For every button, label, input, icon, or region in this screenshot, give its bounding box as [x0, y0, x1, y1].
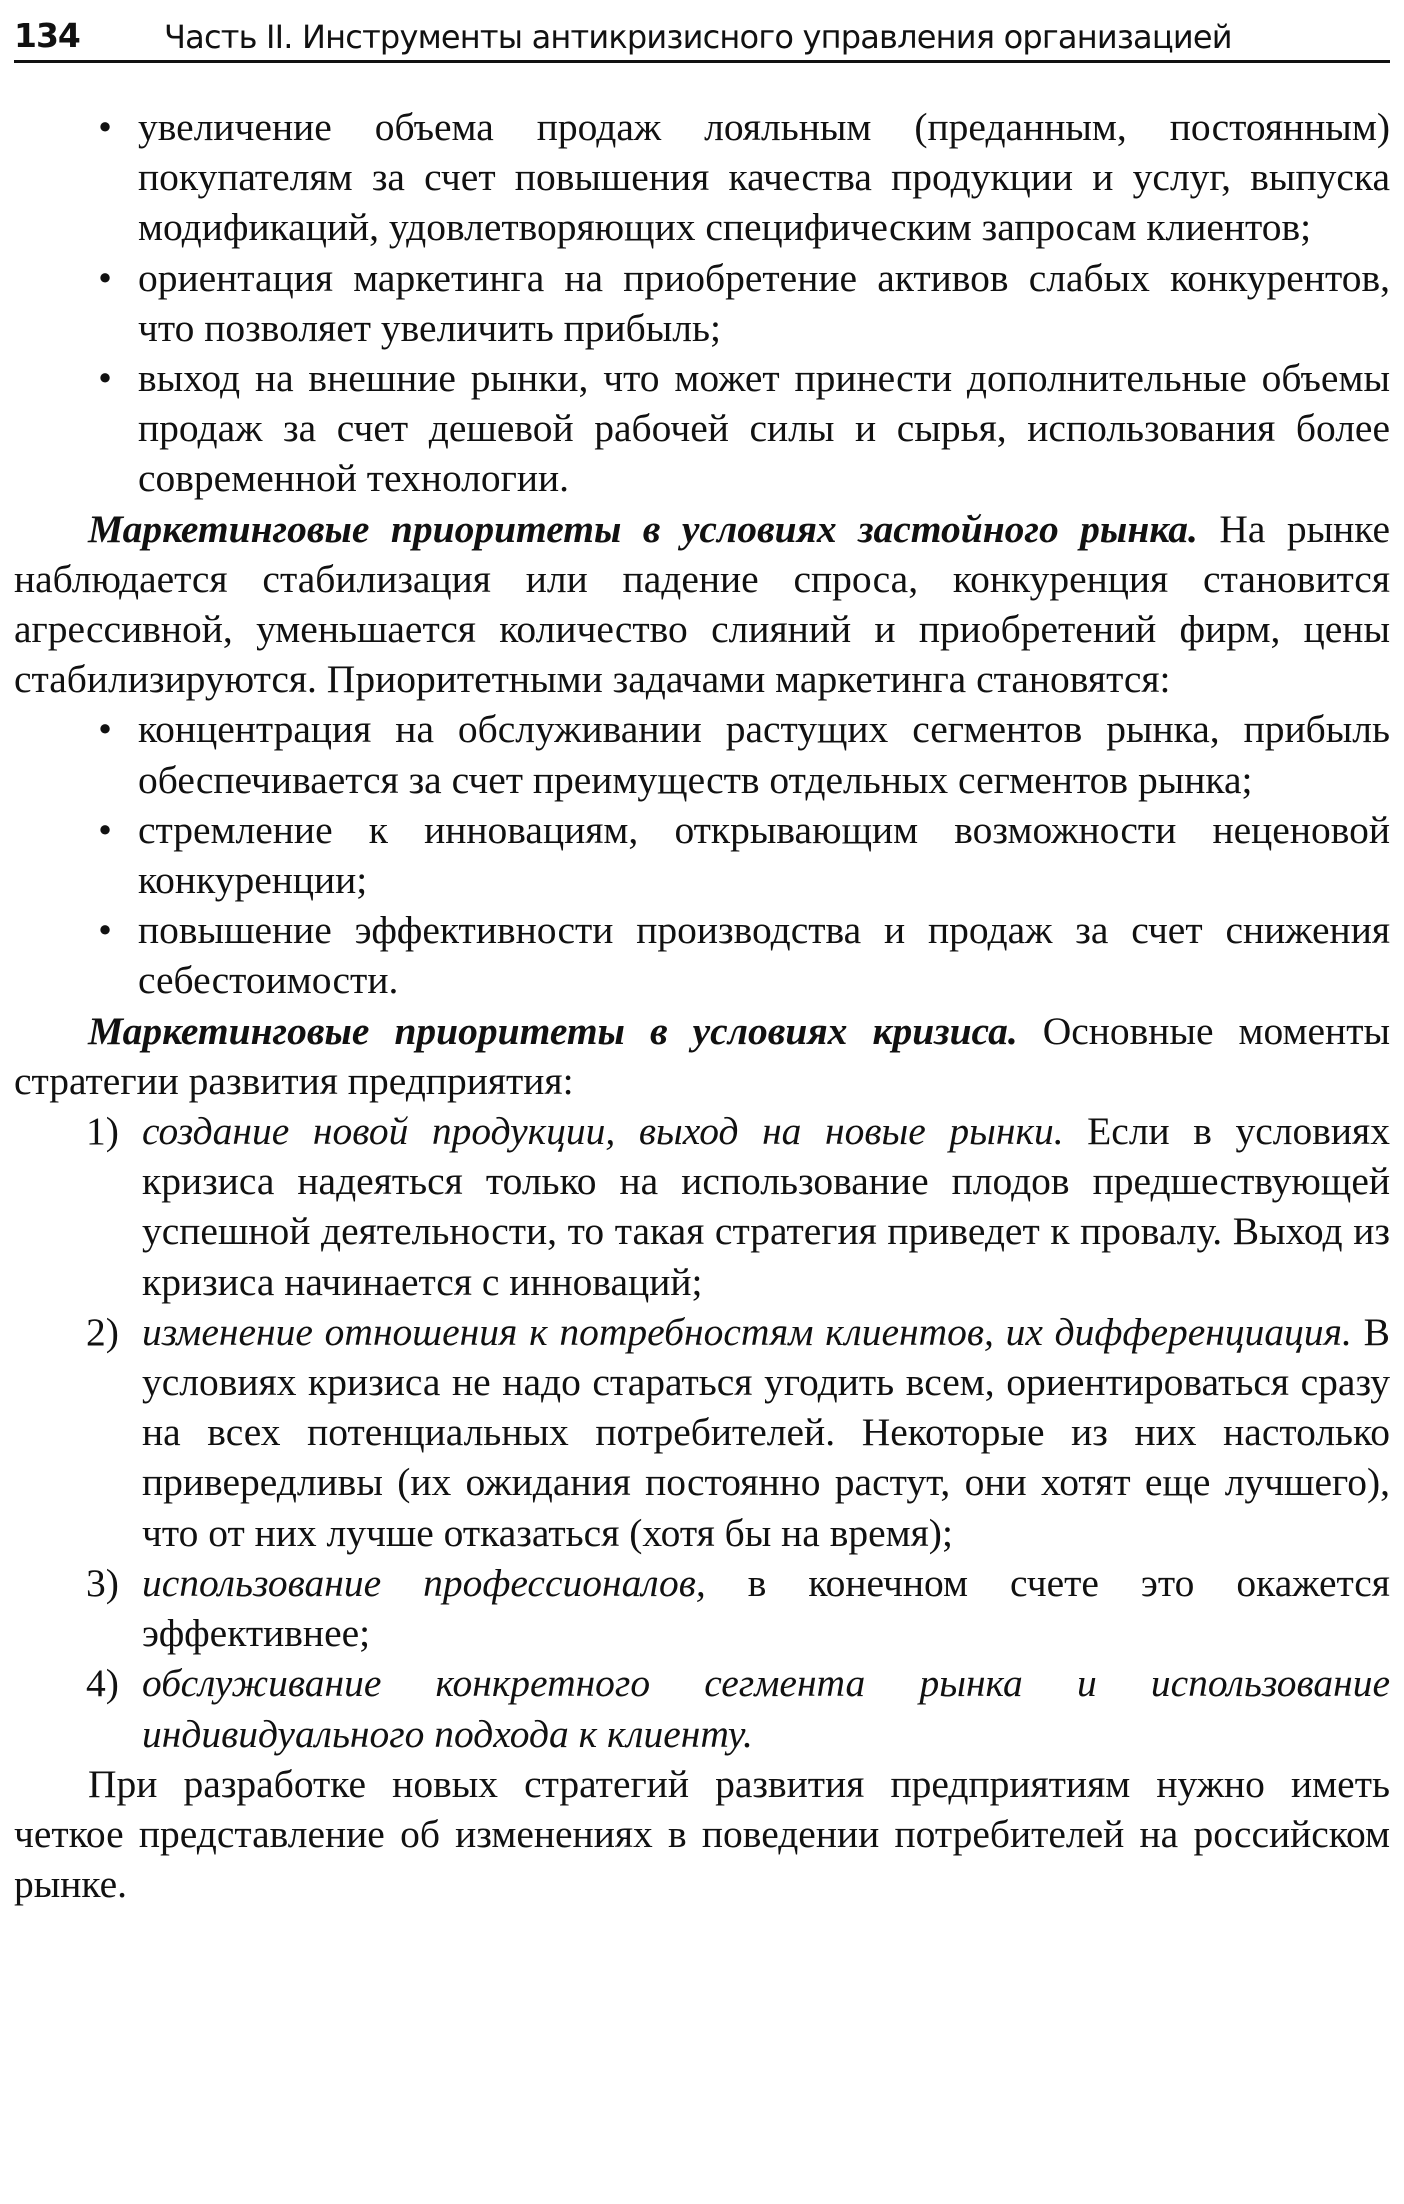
- list-item: • концентрация на обслуживании растущих сегментов рынка, прибыль обеспечивается за счет преимуществ отдельных сегментов рынка;: [14, 704, 1390, 804]
- bullet-icon: •: [98, 105, 112, 149]
- paragraph-crisis: Маркетинговые приоритеты в условиях кризиса. Основные моменты стратегии развития предприятия:: [14, 1008, 1390, 1103]
- bullet-list-growth: [14, 102, 1390, 504]
- body-text: [14, 102, 1390, 1909]
- run-in-heading: Маркетинговые приоритеты в условиях застойного рынка.: [88, 506, 1198, 551]
- list-item: 1) создание новой продукции, выход на новые рынки. Если в условиях кризиса надеяться только на использование плодов предшествующей успешной деятельности, то такая стратегия приведет к провалу. Выход из кризиса начинается с инноваций;: [14, 1106, 1390, 1307]
- bullet-icon: •: [98, 356, 112, 401]
- list-item: • выход на внешние рынки, что может принести дополнительные объемы продаж за счет дешевой рабочей силы и сырья, использования более современной технологии.: [14, 353, 1390, 504]
- paragraph-closing: При разработке новых стратегий развития предприятиям нужно иметь четкое представление об изменениях в поведении потребителей на российском рынке.: [14, 1761, 1390, 1907]
- list-item: • стремление к инновациям, открывающим возможности неценовой конкуренции;: [14, 805, 1390, 905]
- list-item: 4) обслуживание конкретного сегмента рынка и использование индивидуального подхода к клиенту.: [14, 1658, 1390, 1758]
- list-item: • повышение эффективности производства и продаж за счет снижения себестоимости.: [14, 905, 1390, 1005]
- item-number: 1): [86, 1109, 119, 1154]
- list-item: • ориентация маркетинга на приобретение активов слабых конкурентов, что позволяет увеличить прибыль;: [14, 253, 1390, 353]
- bullet-icon: •: [98, 908, 112, 953]
- item-number: 4): [86, 1661, 119, 1706]
- numbered-list-crisis: [14, 1106, 1390, 1759]
- paragraph-stagnant-market: Маркетинговые приоритеты в условиях застойного рынка. На рынке наблюдается стабилизация или падение спроса, конкуренция становится агрессивной, уменьшается количество слияний и приобретений фирм, цены стабилизируются. Приоритетными задачами маркетинга становятся:: [14, 506, 1390, 702]
- bullet-icon: •: [98, 707, 112, 752]
- item-number: 2): [86, 1309, 119, 1354]
- bullet-icon: •: [98, 807, 112, 852]
- bullet-list-stagnant: [14, 704, 1390, 1005]
- item-number: 3): [86, 1560, 119, 1605]
- running-title: Часть II. Инструменты антикризисного управления организацией: [164, 18, 1232, 56]
- page-header: [14, 10, 1390, 63]
- run-in-heading: Маркетинговые приоритеты в условиях кризиса.: [88, 1008, 1018, 1053]
- bullet-icon: •: [98, 255, 112, 300]
- list-item: • увеличение объема продаж лояльным (преданным, постоянным) покупателям за счет повышения качества продукции и услуг, выпуска модификаций, удовлетворяющих специфическим запросам клиентов;: [14, 102, 1390, 253]
- list-item: 3) использование профессионалов, в конечном счете это окажется эффективнее;: [14, 1558, 1390, 1658]
- book-page: [14, 0, 1390, 2204]
- page-number: 134: [14, 16, 80, 55]
- list-item: 2) изменение отношения к потребностям клиентов, их дифференциация. В условиях кризиса не надо стараться угодить всем, ориентироваться сразу на всех потенциальных потребителей. Некоторые из них настолько привередливы (их ожидания постоянно растут, они хотят еще лучшего), что от них лучше отказаться (хотя бы на время);: [14, 1307, 1390, 1558]
